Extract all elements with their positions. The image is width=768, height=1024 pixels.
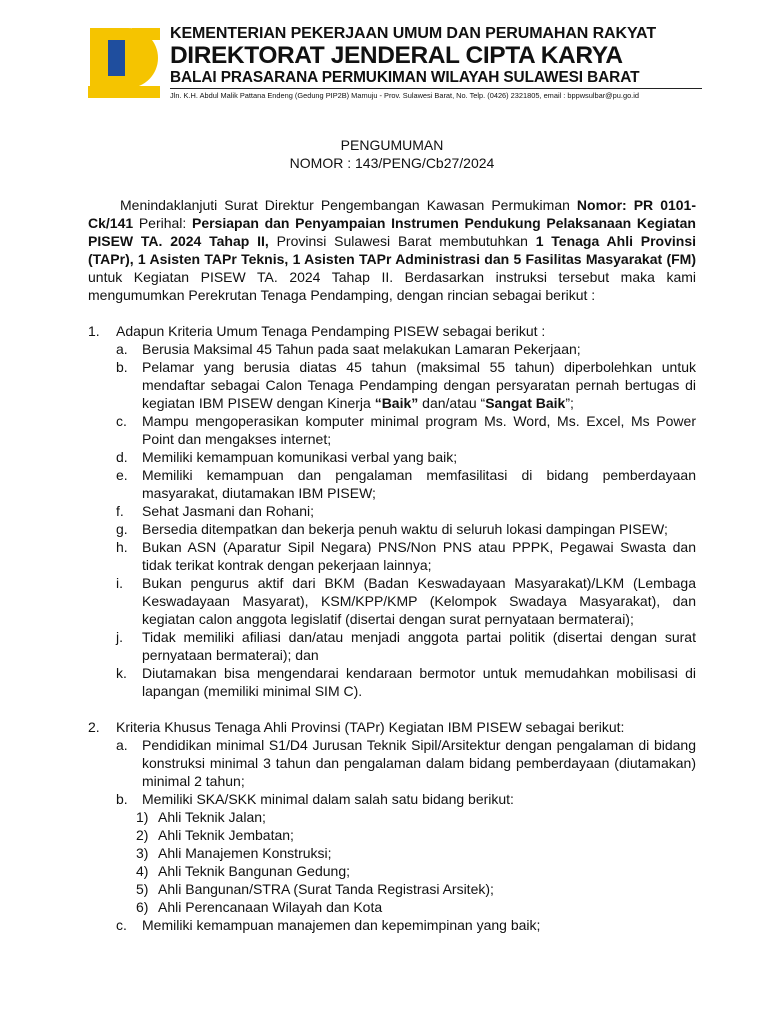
title-block bbox=[88, 136, 696, 172]
section-1-number: 1. bbox=[88, 323, 100, 339]
letterhead bbox=[88, 26, 700, 100]
list-item-text: Bukan ASN (Aparatur Sipil Negara) PNS/Non PNS atau PPPK, Pegawai Swasta dan tidak terikat kontrak dengan pekerjaan lainnya; bbox=[142, 539, 696, 573]
list-item bbox=[116, 340, 696, 358]
intro-letter-number: Nomor: PR 0101-Ck/141 bbox=[88, 197, 696, 231]
list-item-text: Bukan pengurus aktif dari BKM (Badan Keswadayaan Masyarakat)/LKM (Lembaga Keswadayaan Masyarat), KSM/KPP/KMP (Kelompok Swadaya Masyarakat), dan kegiatan calon anggota legislatif (disertai dengan surat pernyataan bermaterai); bbox=[142, 575, 696, 627]
list-item-text bbox=[142, 358, 696, 412]
intro-text-4: untuk Kegiatan PISEW TA. 2024 Tahap II. Berdasarkan instruksi tersebut maka kami mengumumkan Perekrutan Tenaga Pendamping, dengan rincian sebagai berikut : bbox=[88, 269, 696, 303]
sub-list-text: Ahli Teknik Jalan; bbox=[158, 809, 266, 825]
sub-list-text: Ahli Bangunan/STRA (Surat Tanda Registrasi Arsitek); bbox=[158, 881, 494, 897]
list-item-letter: b. bbox=[116, 359, 128, 375]
spacer bbox=[88, 700, 696, 718]
list-item-text: Sehat Jasmani dan Rohani; bbox=[142, 503, 314, 519]
sub-list-number: 4) bbox=[136, 863, 149, 879]
sub-list-text: Ahli Teknik Bangunan Gedung; bbox=[158, 863, 350, 879]
list-item bbox=[116, 520, 696, 538]
sub-list-number: 3) bbox=[136, 845, 149, 861]
document-title: PENGUMUMAN bbox=[340, 137, 444, 153]
office-name: BALAI PRASARANA PERMUKIMAN WILAYAH SULAWESI BARAT bbox=[170, 69, 640, 86]
list-item-letter: f. bbox=[116, 503, 124, 519]
list-item-letter: g. bbox=[116, 521, 128, 537]
list-item-text: Memiliki SKA/SKK minimal dalam salah satu bidang berikut: bbox=[142, 791, 514, 807]
list-item-text: Memiliki kemampuan manajemen dan kepemimpinan yang baik; bbox=[142, 917, 541, 933]
document-number: NOMOR : 143/PENG/Cb27/2024 bbox=[289, 155, 495, 171]
sub-list-item bbox=[136, 898, 696, 916]
section-2-number: 2. bbox=[88, 719, 100, 735]
list-item-letter: c. bbox=[116, 917, 127, 933]
section-2-title: Kriteria Khusus Tenaga Ahli Provinsi (TAPr) Kegiatan IBM PISEW sebagai berikut: bbox=[116, 719, 625, 735]
list-item bbox=[116, 538, 696, 574]
list-item-text: Memiliki kemampuan dan pengalaman memfasilitasi di bidang pemberdayaan masyarakat, diutamakan IBM PISEW; bbox=[142, 467, 696, 501]
office-address: Jln. K.H. Abdul Malik Pattana Endeng (Gedung PIP2B) Mamuju - Prov. Sulawesi Barat, No. Telp. (0426) 2321805, email : bppwsulbar@pu.go.id bbox=[170, 88, 702, 101]
directorate-name: DIREKTORAT JENDERAL CIPTA KARYA bbox=[170, 42, 623, 69]
list-item bbox=[116, 916, 696, 934]
list-item-letter: h. bbox=[116, 539, 128, 555]
intro-positions: 1 Tenaga Ahli Provinsi (TAPr), 1 Asisten TAPr Teknis, 1 Asisten TAPr Administrasi dan 5 Fasilitas Masyarakat (FM) bbox=[88, 233, 696, 267]
list-item-text-part: ”; bbox=[565, 395, 574, 411]
letterhead-text bbox=[170, 25, 704, 101]
list-item bbox=[116, 502, 696, 520]
sub-list-item bbox=[136, 844, 696, 862]
list-item-letter: a. bbox=[116, 341, 128, 357]
list-item-letter: a. bbox=[116, 737, 128, 753]
list-item-text: Memiliki kemampuan komunikasi verbal yang baik; bbox=[142, 449, 458, 465]
list-item-letter: j. bbox=[116, 629, 123, 645]
list-item bbox=[116, 664, 696, 700]
section-2-heading bbox=[88, 718, 696, 736]
list-item-letter: i. bbox=[116, 575, 123, 591]
list-item-letter: d. bbox=[116, 449, 128, 465]
sub-list-text: Ahli Manajemen Konstruksi; bbox=[158, 845, 332, 861]
list-item bbox=[116, 412, 696, 448]
list-item-letter: k. bbox=[116, 665, 127, 681]
intro-subject: Persiapan dan Penyampaian Instrumen Pendukung Pelaksanaan Kegiatan PISEW TA. 2024 Tahap II, bbox=[88, 215, 696, 249]
sub-list-item bbox=[136, 826, 696, 844]
list-item-text: Berusia Maksimal 45 Tahun pada saat melakukan Lamaran Pekerjaan; bbox=[142, 341, 581, 357]
intro-paragraph bbox=[88, 196, 696, 304]
list-item bbox=[116, 448, 696, 466]
sub-list-number: 1) bbox=[136, 809, 149, 825]
list-item-text: Pendidikan minimal S1/D4 Jurusan Teknik Sipil/Arsitektur dengan pengalaman di bidang konstruksi minimal 3 tahun dan pengalaman dalam bidang pemberdayaan (diutamakan) minimal 2 tahun; bbox=[142, 737, 696, 789]
list-item-letter: b. bbox=[116, 791, 128, 807]
list-item bbox=[116, 358, 696, 412]
intro-text-3: Provinsi Sulawesi Barat membutuhkan bbox=[268, 233, 536, 249]
rating-good: “Baik” bbox=[374, 395, 419, 411]
list-item bbox=[116, 736, 696, 790]
sub-list-item bbox=[136, 880, 696, 898]
list-item bbox=[116, 574, 696, 628]
rating-very-good: Sangat Baik bbox=[485, 395, 566, 411]
list-item bbox=[116, 466, 696, 502]
sub-list-item bbox=[136, 862, 696, 880]
list-item bbox=[116, 628, 696, 664]
list-item bbox=[116, 790, 696, 808]
list-item-text-part: dan/atau “ bbox=[418, 395, 486, 411]
sub-list-text: Ahli Teknik Jembatan; bbox=[158, 827, 294, 843]
intro-text-1: Menindaklanjuti Surat Direktur Pengembangan Kawasan Permukiman bbox=[120, 197, 577, 213]
list-item-text: Mampu mengoperasikan komputer minimal program Ms. Word, Ms. Excel, Ms Power Point dan mengakses internet; bbox=[142, 413, 696, 447]
intro-text-2: Perihal: bbox=[133, 215, 192, 231]
section-1-title: Adapun Kriteria Umum Tenaga Pendamping PISEW sebagai berikut : bbox=[116, 323, 546, 339]
list-item-text-part: Pelamar yang berusia diatas 45 tahun (maksimal 55 tahun) diperbolehkan untuk mendaftar sebagai Calon Tenaga Pendamping dengan persyaratan pernah bertugas di kegiatan IBM PISEW dengan Kinerja bbox=[142, 359, 696, 411]
sub-list-item bbox=[136, 808, 696, 826]
list-item-text: Tidak memiliki afiliasi dan/atau menjadi anggota partai politik (disertai dengan surat pernyataan bermaterai); dan bbox=[142, 629, 696, 663]
list-item-text: Diutamakan bisa mengendarai kendaraan bermotor untuk memudahkan mobilisasi di lapangan (memiliki minimal SIM C). bbox=[142, 665, 696, 699]
sub-list-number: 2) bbox=[136, 827, 149, 843]
sub-list-number: 6) bbox=[136, 899, 149, 915]
list-item-letter: e. bbox=[116, 467, 128, 483]
announcement-content bbox=[88, 136, 696, 934]
pupr-logo-icon bbox=[88, 26, 162, 98]
ministry-name: KEMENTERIAN PEKERJAAN UMUM DAN PERUMAHAN RAKYAT bbox=[170, 25, 656, 42]
sub-list-text: Ahli Perencanaan Wilayah dan Kota bbox=[158, 899, 383, 915]
list-item-letter: c. bbox=[116, 413, 127, 429]
list-item-text: Bersedia ditempatkan dan bekerja penuh waktu di seluruh lokasi dampingan PISEW; bbox=[142, 521, 668, 537]
section-1-heading bbox=[88, 322, 696, 340]
sub-list-number: 5) bbox=[136, 881, 149, 897]
